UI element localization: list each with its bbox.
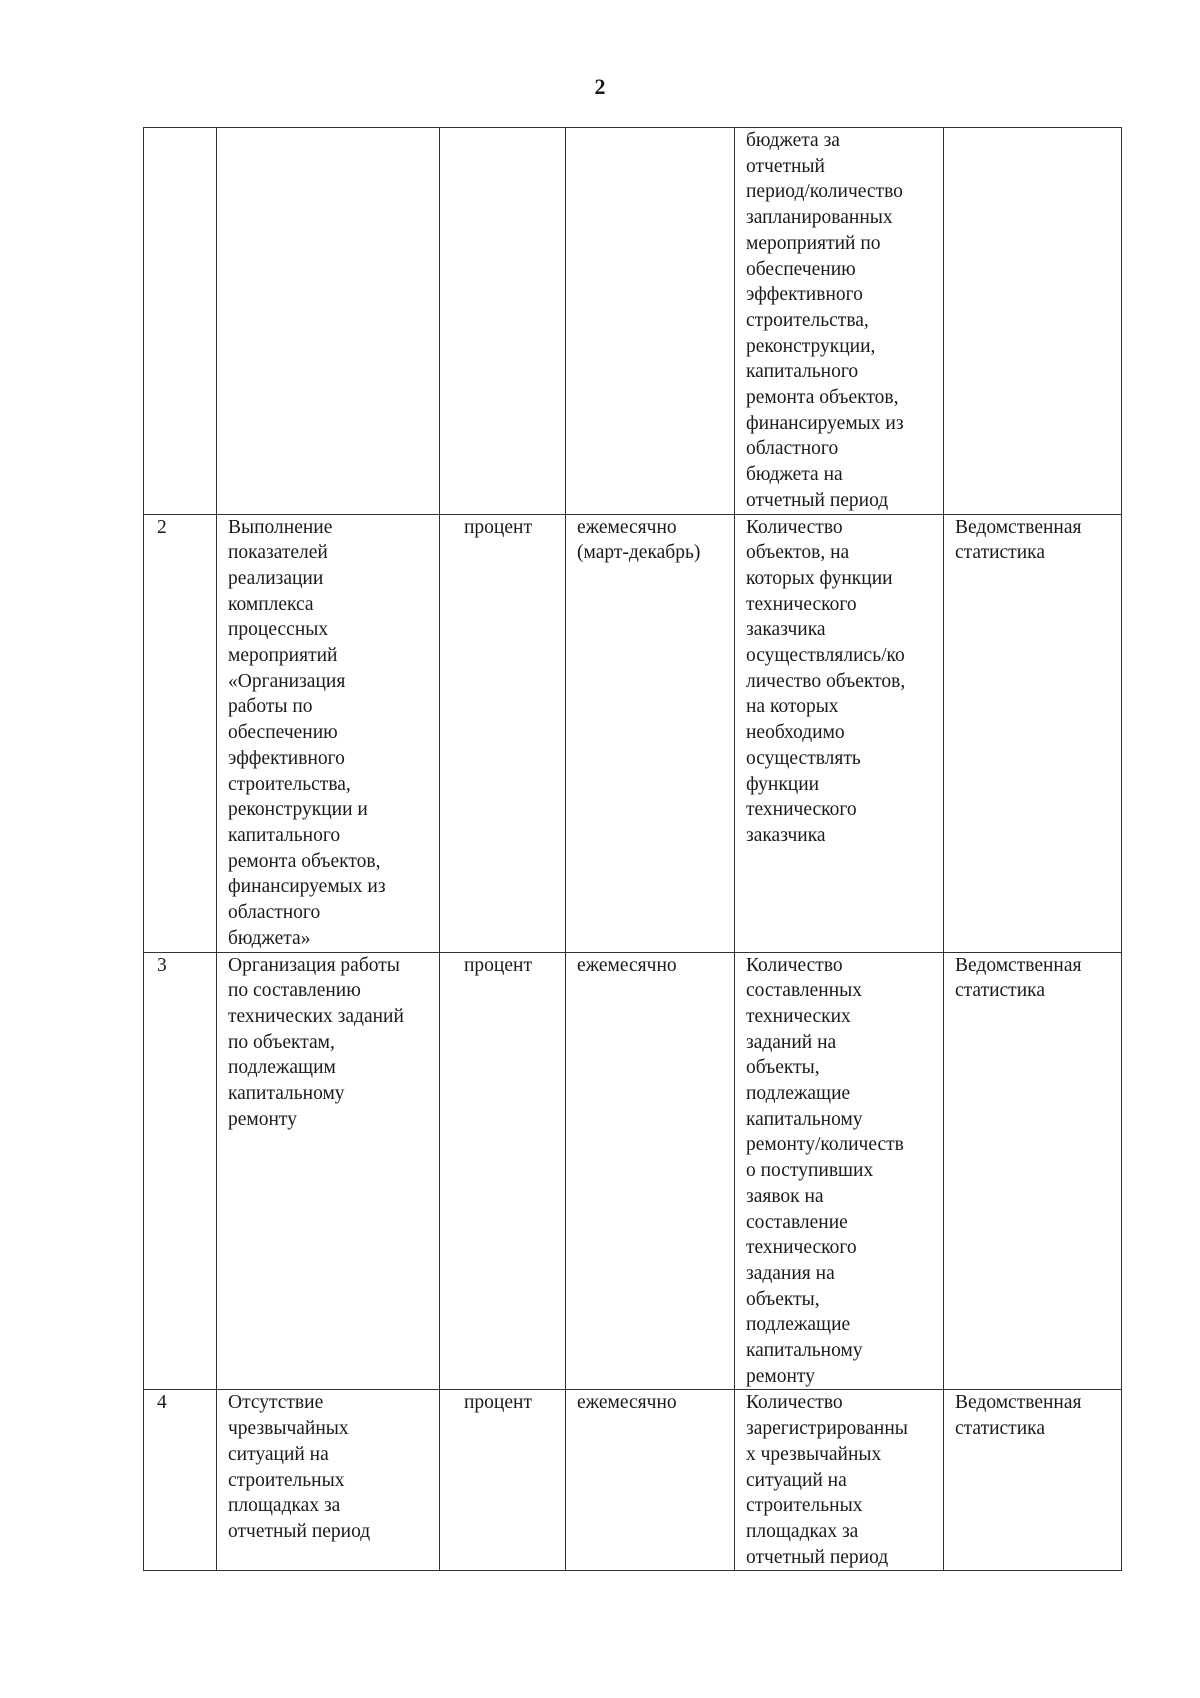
cell-method-line: мероприятий по <box>746 232 881 254</box>
cell-name-line: капитального <box>228 824 341 846</box>
cell-method-line: капитальному <box>746 1108 863 1130</box>
cell-name-line: ситуаций на <box>228 1443 329 1465</box>
cell-method-line: заданий на <box>746 1031 837 1053</box>
cell-method-line: технического <box>746 593 857 615</box>
cell-name-line: бюджета» <box>228 927 311 949</box>
cell-name-line: обеспечению <box>228 722 338 744</box>
cell-name-line: Организация работы <box>228 954 400 976</box>
cell-name-line: мероприятий <box>228 645 338 667</box>
cell-method-line: которых функции <box>746 567 893 589</box>
cell-name <box>217 128 440 515</box>
table-row <box>144 514 1122 952</box>
cell-name-line: комплекса <box>228 593 314 615</box>
cell-method-line: Количество <box>746 954 843 976</box>
cell-name-line: ремонту <box>228 1108 297 1130</box>
cell-name-line: технических заданий <box>228 1005 404 1027</box>
cell-frequency <box>566 128 735 515</box>
cell-method-line: ремонту/количеств <box>746 1134 904 1156</box>
cell-frequency <box>566 1390 735 1571</box>
cell-name-line: Выполнение <box>228 516 333 538</box>
cell-method-line: реконструкции, <box>746 335 876 357</box>
cell-method-line: осуществлять <box>746 747 861 769</box>
cell-method-line: осуществлялись/ко <box>746 645 905 667</box>
cell-method-line: ремонту <box>746 1365 815 1387</box>
cell-method-line: бюджета за <box>746 130 840 151</box>
cell-method-line: ситуаций на <box>746 1469 847 1491</box>
cell-source-line: Ведомственная <box>955 954 1082 976</box>
cell-frequency <box>566 514 735 952</box>
cell-name-line: по составлению <box>228 980 361 1002</box>
cell-method-line: составленных <box>746 980 863 1002</box>
table-row <box>144 1390 1122 1571</box>
cell-name-line: реконструкции и <box>228 799 368 821</box>
cell-name-line: ремонта объектов, <box>228 850 381 872</box>
cell-method-line: объектов, на <box>746 542 850 564</box>
cell-num <box>144 128 217 515</box>
cell-name-line: по объектам, <box>228 1031 335 1053</box>
table-row <box>144 128 1122 515</box>
cell-method-line: строительных <box>746 1495 863 1517</box>
cell-frequency-line: ежемесячно <box>577 1392 677 1414</box>
cell-method-line: подлежащие <box>746 1083 851 1105</box>
cell-unit: процент <box>440 952 566 1390</box>
cell-method-line: площадках за <box>746 1520 859 1542</box>
cell-source <box>944 952 1122 1390</box>
page-number: 2 <box>594 74 606 99</box>
cell-method-line: необходимо <box>746 722 845 744</box>
cell-unit <box>440 128 566 515</box>
cell-method-line: запланированных <box>746 207 893 229</box>
cell-name-line: чрезвычайных <box>228 1418 349 1440</box>
cell-method-line: подлежащие <box>746 1314 851 1336</box>
cell-method-line: областного <box>746 438 839 460</box>
cell-method-line: заказчика <box>746 619 826 641</box>
cell-method-line: строительства, <box>746 309 869 331</box>
cell-source-line: статистика <box>955 1418 1045 1440</box>
cell-source-line: Ведомственная <box>955 1392 1082 1414</box>
cell-method-line: отчетный период <box>746 489 889 511</box>
cell-method <box>735 1390 944 1571</box>
cell-source <box>944 514 1122 952</box>
cell-frequency-line: ежемесячно <box>577 954 677 976</box>
indicators-table <box>143 127 1122 1571</box>
cell-source-line: статистика <box>955 542 1045 564</box>
cell-frequency-line: ежемесячно <box>577 516 677 538</box>
cell-frequency-line: (март-декабрь) <box>577 542 701 564</box>
cell-source-line: статистика <box>955 980 1045 1002</box>
cell-method <box>735 514 944 952</box>
cell-name-line: «Организация <box>228 670 346 692</box>
cell-method-line: ремонта объектов, <box>746 387 899 409</box>
cell-name-line: реализации <box>228 567 324 589</box>
cell-name-line: площадках за <box>228 1495 341 1517</box>
cell-method-line: отчетный <box>746 155 825 177</box>
cell-name-line: областного <box>228 902 321 924</box>
cell-name-line: строительных <box>228 1469 345 1491</box>
cell-name-line: финансируемых из <box>228 876 386 898</box>
cell-source <box>944 128 1122 515</box>
cell-method-line: на которых <box>746 696 839 718</box>
cell-method-line: технических <box>746 1005 851 1027</box>
cell-name <box>217 1390 440 1571</box>
table-row <box>144 952 1122 1390</box>
cell-method-line: х чрезвычайных <box>746 1443 882 1465</box>
cell-method-line: Количество <box>746 1392 843 1414</box>
cell-method-line: финансируемых из <box>746 412 904 434</box>
cell-name-line: подлежащим <box>228 1057 336 1079</box>
cell-method-line: о поступивших <box>746 1160 874 1182</box>
cell-method-line: заказчика <box>746 824 826 846</box>
cell-method-line: отчетный период <box>746 1546 889 1568</box>
cell-name-line: отчетный период <box>228 1520 371 1542</box>
cell-source <box>944 1390 1122 1571</box>
cell-name <box>217 514 440 952</box>
indicators-table-body <box>144 128 1122 1571</box>
cell-method-line: зарегистрированны <box>746 1418 908 1440</box>
cell-method <box>735 128 944 515</box>
cell-method-line: составление <box>746 1211 848 1233</box>
cell-method-line: капитальному <box>746 1340 863 1362</box>
cell-name-line: строительства, <box>228 773 351 795</box>
cell-method <box>735 952 944 1390</box>
cell-method-line: личество объектов, <box>746 670 906 692</box>
cell-method-line: технического <box>746 799 857 821</box>
cell-method-line: обеспечению <box>746 258 856 280</box>
cell-method-line: задания на <box>746 1262 835 1284</box>
cell-source-line: Ведомственная <box>955 516 1082 538</box>
cell-name-line: эффективного <box>228 747 345 769</box>
cell-method-line: объекты, <box>746 1057 820 1079</box>
cell-frequency <box>566 952 735 1390</box>
cell-method-line: технического <box>746 1237 857 1259</box>
cell-method-line: период/количество <box>746 181 903 203</box>
cell-unit: процент <box>440 514 566 952</box>
cell-name-line: работы по <box>228 696 313 718</box>
cell-method-line: Количество <box>746 516 843 538</box>
cell-method-line: функции <box>746 773 820 795</box>
cell-name-line: Отсутствие <box>228 1392 324 1414</box>
cell-method-line: бюджета на <box>746 464 843 486</box>
cell-method-line: объекты, <box>746 1288 820 1310</box>
cell-method-line: заявок на <box>746 1185 824 1207</box>
cell-method-line: капитального <box>746 361 859 383</box>
cell-num: 4 <box>144 1390 217 1571</box>
cell-name-line: капитальному <box>228 1083 345 1105</box>
cell-unit: процент <box>440 1390 566 1571</box>
cell-num: 3 <box>144 952 217 1390</box>
cell-name-line: процессных <box>228 619 329 641</box>
cell-num: 2 <box>144 514 217 952</box>
cell-name <box>217 952 440 1390</box>
cell-method-line: эффективного <box>746 284 863 306</box>
cell-name-line: показателей <box>228 542 328 564</box>
